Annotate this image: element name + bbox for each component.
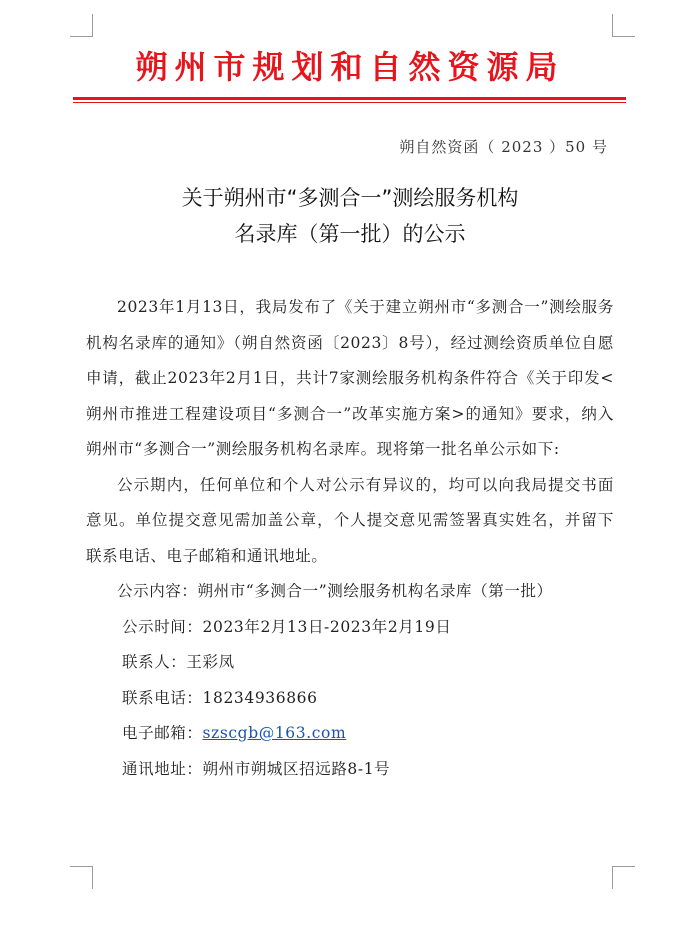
field-contact-person [86, 645, 614, 681]
notice-title-line-1: 关于朔州市“多测合一”测绘服务机构 [181, 186, 519, 210]
paragraph-content: 公示内容：朔州市“多测合一”测绘服务机构名录库（第一批） [117, 582, 553, 600]
crop-mark-bottom-right [612, 866, 635, 889]
field-label: 公示时间： [122, 617, 203, 636]
crop-mark-bottom-left [70, 866, 93, 889]
field-value: 18234936866 [202, 688, 318, 707]
letterhead-rule-thin [73, 102, 626, 103]
notice-body [86, 290, 614, 787]
field-value: 2023年2月13日-2023年2月19日 [202, 617, 452, 636]
field-value: 王彩凤 [186, 653, 235, 671]
letterhead-rule-thick [73, 97, 626, 100]
email-link[interactable]: szscgb@163.com [202, 724, 347, 742]
field-label: 电子邮箱： [122, 724, 203, 742]
field-phone [86, 681, 614, 717]
notice-title-line-2: 名录库（第一批）的公示 [234, 222, 466, 246]
field-label: 联系人： [122, 653, 187, 671]
field-value: 朔州市朔城区招远路8-1号 [202, 759, 391, 778]
field-email [86, 716, 614, 752]
letterhead-title: 朔州市规划和自然资源局 [135, 48, 565, 86]
paragraph-objection: 公示期内，任何单位和个人对公示有异议的，均可以向我局提交书面意见。单位提交意见需加盖公章，个人提交意见需签署真实姓名，并留下联系电话、电子邮箱和通讯地址。 [86, 475, 614, 565]
field-label: 联系电话： [122, 688, 203, 707]
paragraph-announcement: 2023年1月13日，我局发布了《关于建立朔州市“多测合一”测绘服务机构名录库的通知》（朔自然资函〔2023〕8号），经过测绘资质单位自愿申请，截止2023年2月1日，共计7家测绘服务机构条件符合《关于印发<朔州市推进工程建设项目“多测合一”改革实施方案>的通知》要求，纳入朔州市“多测合一”测绘服务机构名录库。现将第一批名单公示如下: [86, 298, 614, 458]
crop-mark-top-right [612, 14, 635, 37]
document-number: 朔自然资函（ 2023 ）50 号 [399, 138, 608, 156]
notice-title [0, 180, 700, 252]
crop-mark-top-left [70, 14, 93, 37]
field-address [86, 752, 614, 788]
field-label: 通讯地址： [122, 759, 203, 778]
field-publicity-time [86, 610, 614, 646]
